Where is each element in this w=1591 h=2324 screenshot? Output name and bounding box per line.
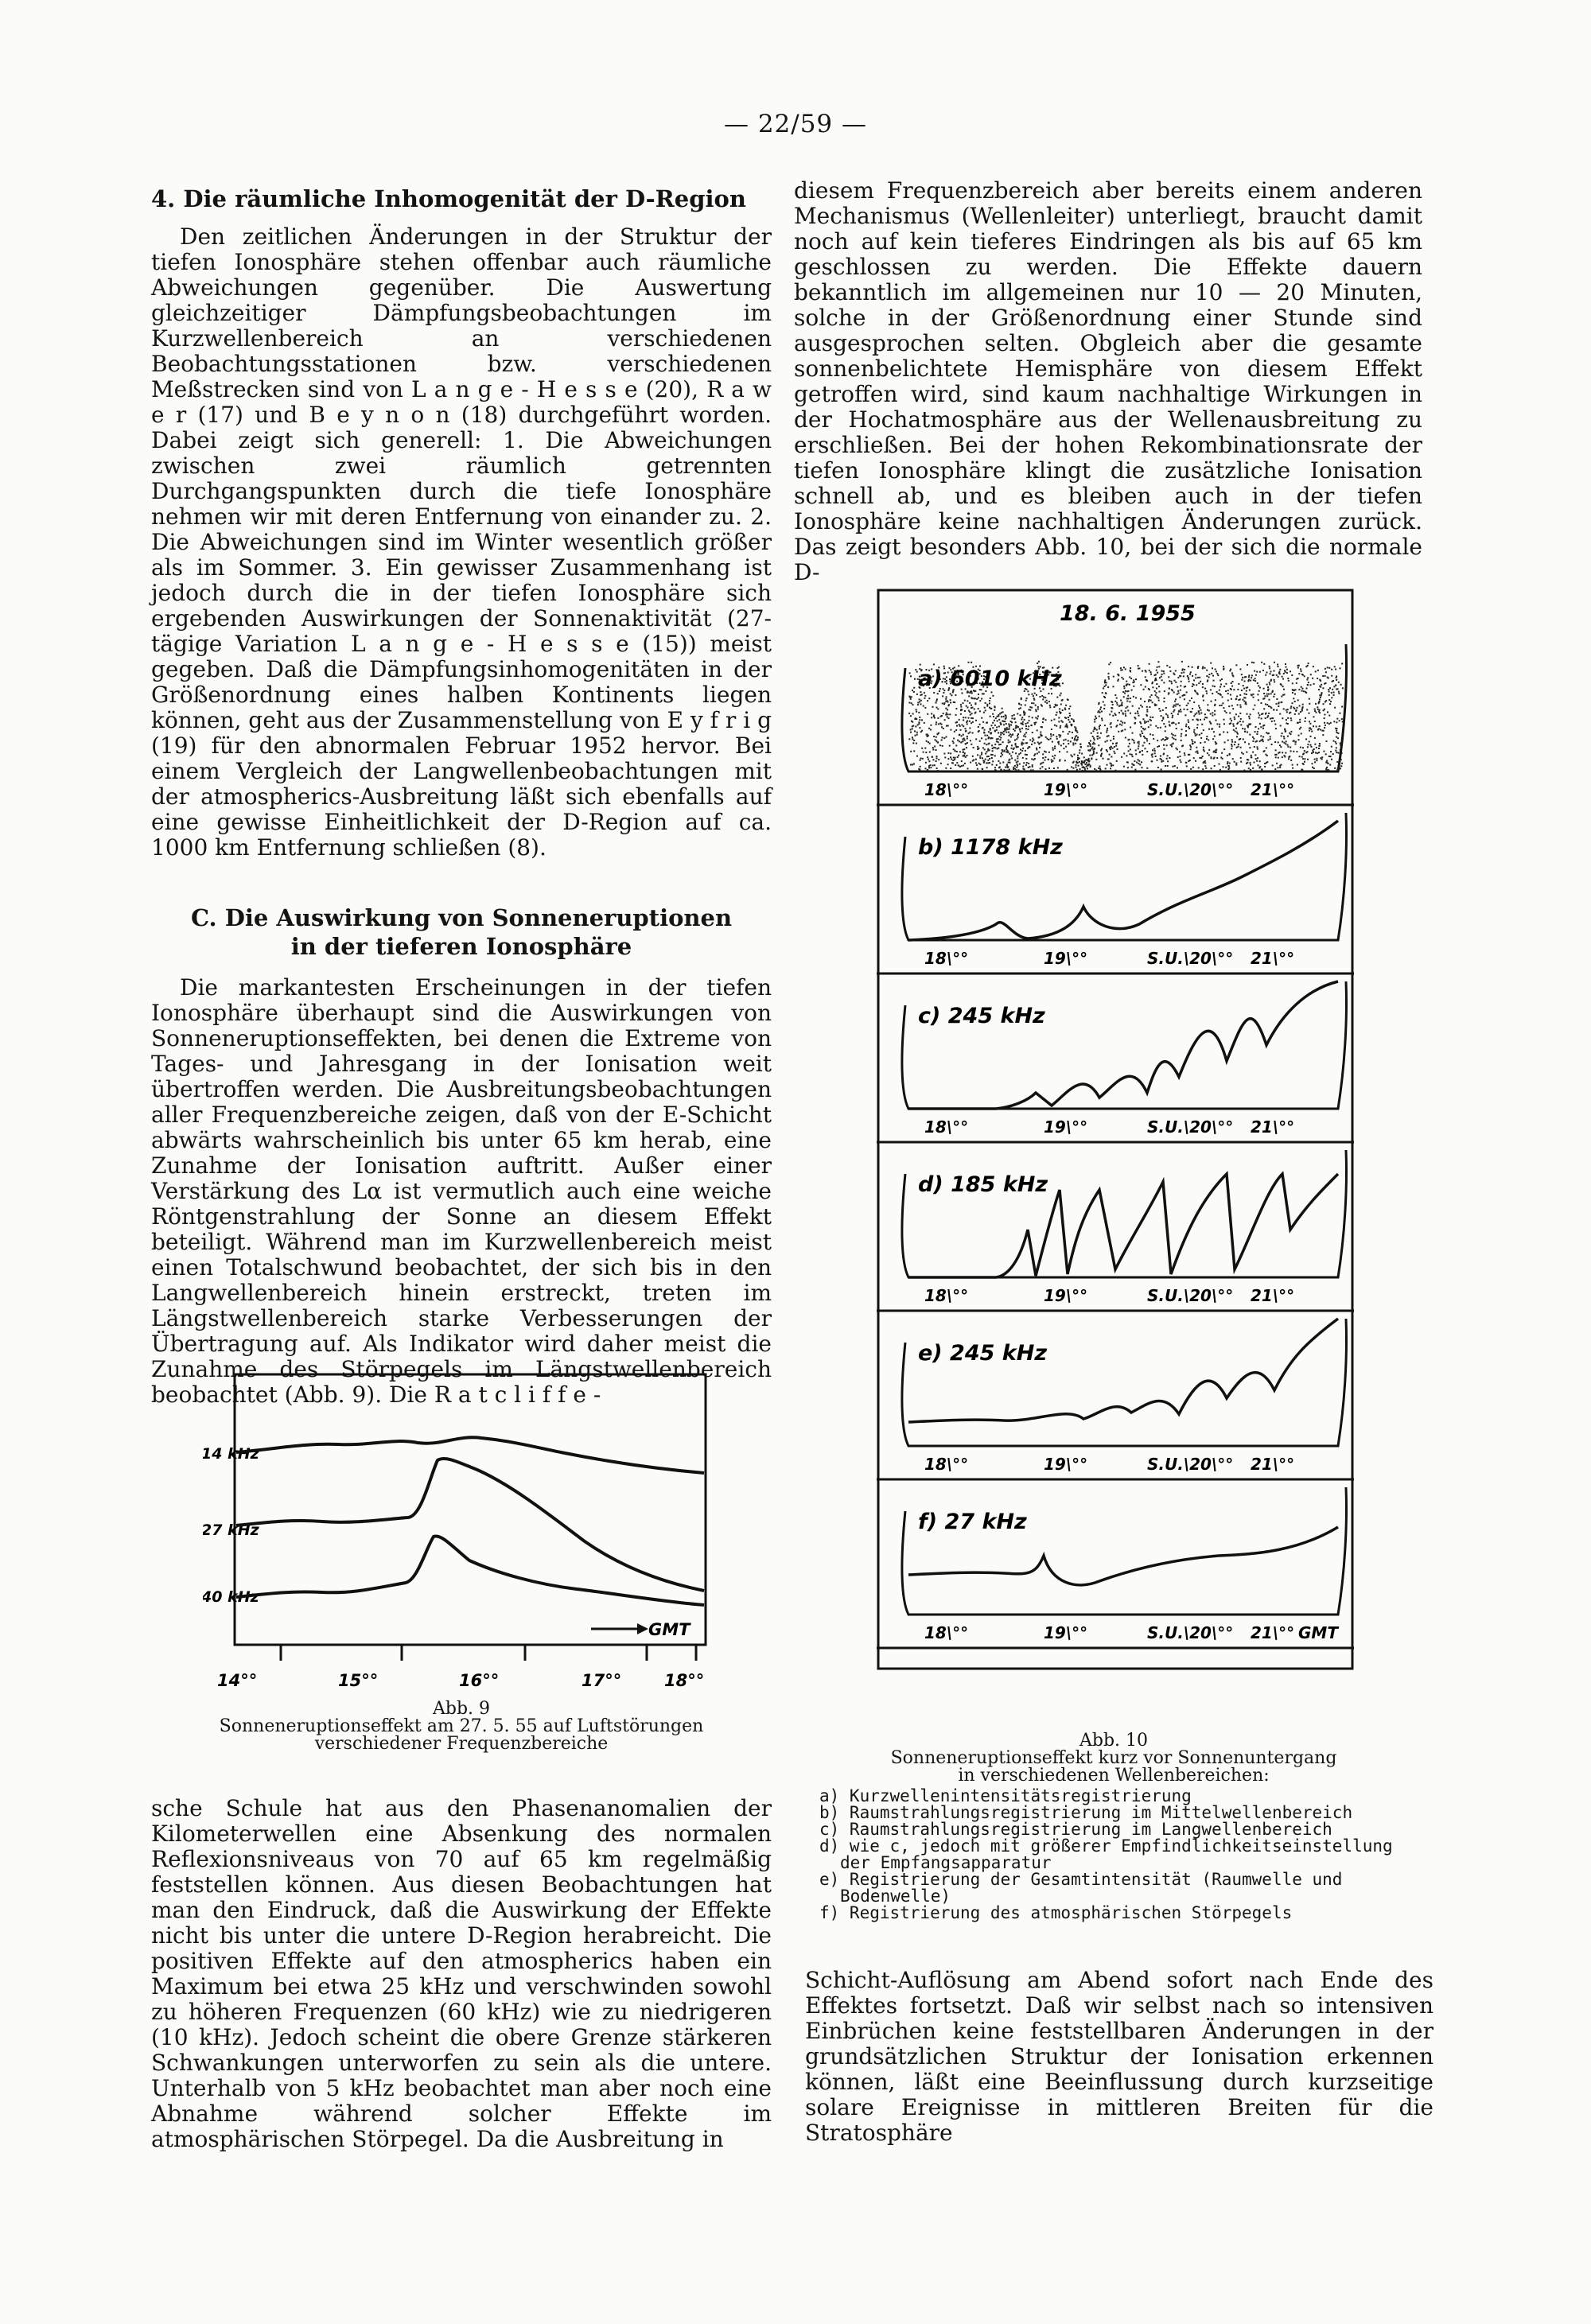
section-c-heading-line2: in der tieferen Ionosphäre — [290, 933, 632, 960]
fig9-series-label-3: 40 kHz — [203, 1588, 259, 1606]
figure-9 — [203, 1366, 712, 1700]
fig10-panel-frame — [902, 1150, 1347, 1277]
figure-10-legend — [819, 1788, 1424, 1922]
fig10-time-tick: 21\°° — [1251, 1455, 1295, 1474]
fig9-curve-27khz — [236, 1459, 704, 1591]
fig10-time-tick: 18\°° — [924, 1286, 969, 1305]
section-c-text: Die markantesten Erscheinungen in der tiefen Ionosphäre überhaupt sind die Auswirkungen von Sonneneruptionseffekten, bei denen die Extreme von Tages- und Jahresgang in der Ionisation weit übertroffen werden. Die Ausbreitungsbeobachtungen aller Frequenzbereiche zeigen, daß von der E-Schicht abwärts wahrscheinlich bis unter 65 km herab, eine Zunahme der Ionisation auftritt. Außer einer Verstärkung des Lα ist vermutlich auch eine weiche Röntgenstrahlung der Sonne an diesem Effekt beteiligt. Während man im Kurzwellenbereich meist einen Totalschwund beobachtet, der sich bis in den Langwellenbereich hinein erstreckt, treten im Längstwellenbereich starke Verbesserungen der Übertragung auf. Als Indikator wird daher meist die Zunahme des Störpegels im Längstwellenbereich beobachtet (Abb. 9). Die R a t c l i f f e - — [151, 974, 772, 1408]
section-4-text: Den zeitlichen Änderungen in der Struktur der tiefen Ionosphäre stehen offenbar auch räumliche Abweichungen gegenüber. Die Auswertung gleichzeitiger Dämpfungsbeobachtungen im Kurzwellenbereich an verschiedenen Beobachtungsstationen bzw. verschiedenen Meßstrecken sind von L a n g e - H e s s e (20), R a w e r (17) und B e y n o n (18) durchgeführt worden. Dabei zeigt sich generell: 1. Die Abweichungen zwischen zwei räumlich getrennten Durchgangspunkten durch die tiefe Ionosphäre nehmen wir mit deren Entfernung von einander zu. 2. Die Abweichungen sind im Winter wesentlich größer als im Sommer. 3. Ein gewisser Zusammenhang ist jedoch durch die in der tiefen Ionosphäre sich ergebenden Auswirkungen der Sonnenaktivität (27-tägige Variation L a n g e - H e s s e (15)) meist gegeben. Daß die Dämpfungsinhomogenitäten in der Größenordnung eines halben Kontinents liegen können, geht aus der Zusammenstellung von E y f r i g (19) für den abnormalen Februar 1952 hervor. Bei einem Vergleich der Langwellenbeobachtungen mit der atmospherics-Ausbreitung läßt sich ebenfalls auf eine gewisse Einheitlichkeit der D-Region auf ca. 1000 km Entfernung schließen (8). — [151, 223, 772, 861]
fig10-panel-e-trace — [908, 1319, 1338, 1422]
fig10-time-tick: 18\°° — [924, 949, 969, 968]
left-column-continuation — [151, 1796, 772, 2152]
fig10-panel-a — [877, 644, 1354, 805]
fig10-panel-label: c) 245 kHz — [918, 1004, 1045, 1028]
left-column — [151, 183, 772, 1408]
figure-9-label: Abb. 9 — [432, 1699, 491, 1719]
fig10-time-tick: 19\°° — [1044, 949, 1088, 968]
section-c-heading — [151, 904, 772, 961]
fig10-time-tick: 19\°° — [1044, 780, 1088, 799]
continuation-text: sche Schule hat aus den Phasenanomalien der Kilometerwellen eine Absenkung des normalen Reflexionsniveaus von 70 auf 65 km regelmäßig feststellen können. Aus diesen Beobachtungen hat man den Eindruck, daß die Auswirkung der Effekte nicht bis unter die untere D-Region herabreicht. Die positiven Effekte auf den atmospherics haben ein Maximum bei etwa 25 kHz und verschwinden sowohl zu höheren Frequenzen (60 kHz) wie zu niedrigeren (10 kHz). Jedoch scheint die obere Grenze stärkeren Schwankungen unterworfen zu sein als die untere. Unterhalb von 5 kHz beobachtet man aber noch eine Abnahme während solcher Effekte im atmosphärischen Störpegel. Da die Ausbreitung in — [151, 1795, 772, 2152]
fig10-time-tick: 19\°° — [1044, 1455, 1088, 1474]
figure-9-frame — [235, 1374, 706, 1645]
fig10-time-tick: 21\°° — [1251, 1286, 1295, 1305]
fig10-time-tick: 19\°° — [1044, 1117, 1088, 1137]
figure-10 — [877, 589, 1354, 1670]
legend-f: f) Registrierung des atmosphärischen Störpegels — [819, 1903, 1293, 1922]
legend-a: a) Kurzwellenintensitätsregistrierung — [819, 1786, 1192, 1805]
fig10-panel-frame — [902, 981, 1347, 1109]
right-column-bottom — [805, 1968, 1433, 2146]
fig10-panel-b — [877, 813, 1354, 974]
legend-c: c) Raumstrahlungsregistrierung im Langwellenbereich — [819, 1820, 1332, 1839]
fig10-time-tick: S.U.\20\°° — [1147, 1623, 1234, 1642]
fig10-time-tick: 21\°° — [1251, 949, 1295, 968]
figure-10-caption-line2: in verschiedenen Wellenbereichen: — [958, 1766, 1270, 1786]
figure-9-caption — [175, 1700, 748, 1753]
fig10-panel-c-trace — [908, 981, 1338, 1109]
fig10-panel-frame — [902, 1487, 1347, 1615]
figure-10-label: Abb. 10 — [1079, 1731, 1149, 1751]
right-bottom-text: Schicht-Auflösung am Abend sofort nach Ende des Effektes fortsetzt. Daß wir selbst nach so intensiven Einbrüchen keine feststellbaren Änderungen in der grundsätzlichen Struktur der Ionisation erkennen können, läßt eine Beeinflussung durch kurzseitige solare Ereignisse in mittleren Breiten für die Stratosphäre — [805, 1967, 1433, 2146]
fig10-panel-f-trace — [908, 1527, 1338, 1585]
fig9-series-label-2: 27 kHz — [203, 1521, 259, 1539]
fig10-panel-label: d) 185 kHz — [918, 1172, 1048, 1197]
section-4-heading: 4. Die räumliche Inhomogenität der D-Region — [151, 185, 746, 212]
page-number: — 22/59 — — [723, 110, 868, 138]
fig10-time-tick: 18\°° — [924, 1455, 969, 1474]
fig9-x-tick-5: 18°° — [664, 1671, 705, 1690]
fig10-date: 18. 6. 1955 — [1060, 601, 1196, 626]
fig9-x-tick-2: 15°° — [338, 1671, 379, 1690]
figure-9-caption-line2: verschiedener Frequenzbereiche — [314, 1734, 609, 1754]
fig10-time-tick: S.U.\20\°° — [1147, 1117, 1234, 1137]
fig10-time-tick: 21\°° — [1251, 1117, 1295, 1137]
fig10-panel-c — [877, 981, 1354, 1142]
fig10-panel-f — [877, 1487, 1354, 1648]
fig9-x-tick-1: 14°° — [217, 1671, 258, 1690]
section-c-heading-line1: C. Die Auswirkung von Sonneneruptionen — [190, 904, 733, 931]
fig10-panel-label: e) 245 kHz — [918, 1341, 1048, 1366]
fig10-time-tick: 21\°° — [1251, 1623, 1295, 1642]
fig10-panel-d — [877, 1150, 1354, 1311]
fig10-panel-label: a) 6010 kHz — [918, 666, 1062, 691]
fig10-time-unit: GMT — [1298, 1623, 1338, 1642]
fig9-arrow-label: GMT — [648, 1620, 690, 1639]
fig10-time-tick: S.U.\20\°° — [1147, 949, 1234, 968]
fig9-x-tick-4: 17°° — [582, 1671, 622, 1690]
fig10-time-tick: 19\°° — [1044, 1623, 1088, 1642]
legend-b: b) Raumstrahlungsregistrierung im Mittelwellenbereich — [819, 1803, 1353, 1822]
fig10-time-tick: S.U.\20\°° — [1147, 1286, 1234, 1305]
fig10-time-tick: S.U.\20\°° — [1147, 780, 1234, 799]
fig10-panel-label: b) 1178 kHz — [918, 835, 1063, 860]
legend-e-cont: Bodenwelle) — [840, 1887, 951, 1906]
fig10-panel-label: f) 27 kHz — [918, 1510, 1027, 1534]
fig10-time-tick: 21\°° — [1251, 780, 1295, 799]
fig10-time-tick: 18\°° — [924, 1623, 969, 1642]
fig9-series-label-1: 14 kHz — [203, 1445, 259, 1463]
right-top-text: diesem Frequenzbereich aber bereits einem anderen Mechanismus (Wellenleiter) unterliegt, braucht damit noch auf kein tieferes Eindringen als bis auf 65 km geschlossen zu werden. Die Effekte dauern bekanntlich im allgemeinen nur 10 — 20 Minuten, solche in der Größenordnung einer Stunde sind ausgesprochen selten. Obgleich aber die gesamte sonnenbelichtete Hemisphäre von diesem Effekt getroffen wird, sind kaum nachhaltige Wirkungen in der Hochatmosphäre aus der Wellenausbreitung zu erschließen. Bei der hohen Rekombinationsrate der tiefen Ionosphäre klingt die zusätzliche Ionisation schnell ab, und es bleiben auch in der tiefen Ionosphäre keine nachhaltigen Änderungen zurück. Das zeigt besonders Abb. 10, bei der sich die normale D- — [794, 177, 1422, 585]
fig9-x-tick-3: 16°° — [459, 1671, 500, 1690]
fig10-panel-frame — [902, 813, 1347, 940]
figure-9-caption-line1: Sonneneruptionseffekt am 27. 5. 55 auf Luftstörungen — [219, 1716, 704, 1736]
fig10-time-tick: S.U.\20\°° — [1147, 1455, 1234, 1474]
legend-d: d) wie c, jedoch mit größerer Empfindlichkeitseinstellung — [819, 1836, 1393, 1856]
right-column-top — [794, 178, 1422, 585]
fig10-time-tick: 19\°° — [1044, 1286, 1088, 1305]
legend-d-cont: der Empfangsapparatur — [840, 1853, 1052, 1872]
figure-10-caption-line1: Sonneneruptionseffekt kurz vor Sonnenuntergang — [890, 1748, 1337, 1768]
legend-e: e) Registrierung der Gesamtintensität (Raumwelle und — [819, 1870, 1343, 1889]
figure-10-caption — [827, 1732, 1400, 1785]
fig10-panel-e — [877, 1319, 1354, 1479]
fig10-time-tick: 18\°° — [924, 1117, 969, 1137]
fig10-time-tick: 18\°° — [924, 780, 969, 799]
